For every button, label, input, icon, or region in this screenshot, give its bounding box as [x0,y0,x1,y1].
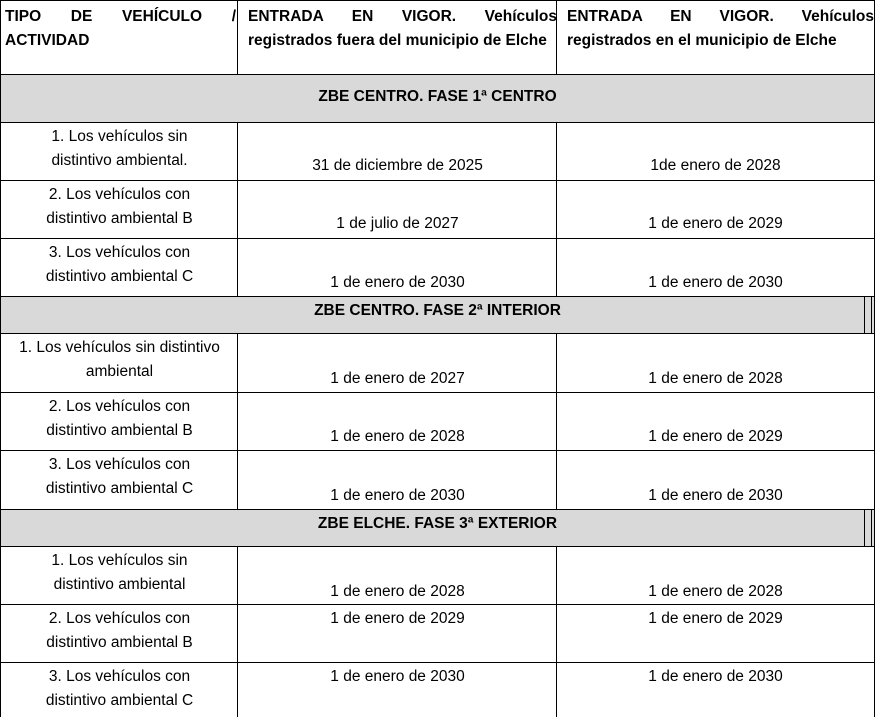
outside-date-cell [237,392,557,450]
vehicle-type-line2: distintivo ambiental C [45,480,194,497]
header-inside-line2: registrados en el municipio de Elche [567,32,837,49]
outside-date: 31 de diciembre de 2025 [312,157,483,174]
inside-date-cell [556,333,875,392]
inside-date: 1 de enero de 2030 [648,668,783,685]
vehicle-type-cell [0,662,238,717]
vehicle-type-line1: 2. Los vehículos con [48,610,191,627]
table-header-row [0,0,875,74]
phase-band [0,74,875,122]
inside-date-cell [556,238,875,296]
header-outside-line2: registrados fuera del municipio de Elche [248,32,547,49]
vehicle-type-cell [0,392,238,450]
outside-date-cell [237,333,557,392]
phase-title: ZBE CENTRO. FASE 2ª INTERIOR [314,302,561,319]
vehicle-type-cell [0,238,238,296]
phase-title: ZBE CENTRO. FASE 1ª CENTRO [318,88,557,105]
outside-date-cell [237,604,557,662]
vehicle-type-line1: 1. Los vehículos sin [51,552,188,569]
header-inside-line1: ENTRADA EN VIGOR. Vehículos [567,8,874,25]
outside-date-cell [237,662,557,717]
table-row [0,546,875,604]
vehicle-type-cell [0,180,238,238]
inside-date-cell [556,662,875,717]
outside-date: 1 de enero de 2027 [330,370,465,387]
vehicle-type-line2: distintivo ambiental [53,576,186,593]
outside-date-cell [237,180,557,238]
inside-date-cell [556,450,875,509]
vehicle-type-line1: 1. Los vehículos sin distintivo [19,339,220,356]
outside-date: 1 de enero de 2028 [330,583,465,600]
vehicle-type-cell [0,450,238,509]
phase-band [0,509,875,546]
vehicle-type-cell [0,604,238,662]
inside-date-cell [556,180,875,238]
vehicle-type-line2: distintivo ambiental C [45,692,194,709]
vehicle-type-cell [0,546,238,604]
table-row [0,238,875,296]
vehicle-type-line2: ambiental [85,363,154,380]
outside-date: 1 de enero de 2030 [330,668,465,685]
vehicle-type-line1: 3. Los vehículos con [48,244,191,261]
header-outside-municipality [237,0,557,74]
vehicle-type-line1: 3. Los vehículos con [48,456,191,473]
inside-date: 1 de enero de 2028 [648,583,783,600]
inside-date-cell [556,122,875,180]
outside-date-cell [237,450,557,509]
outside-date: 1 de enero de 2028 [330,428,465,445]
header-inside-municipality [556,0,875,74]
inside-date: 1 de enero de 2028 [648,370,783,387]
table-row [0,122,875,180]
header-vehicle-type-line2: ACTIVIDAD [5,32,90,49]
vehicle-type-line2: distintivo ambiental. [51,152,188,169]
outside-date: 1 de julio de 2027 [336,215,459,232]
inside-date: 1 de enero de 2030 [648,487,783,504]
inside-date: 1 de enero de 2029 [648,428,783,445]
vehicle-type-line1: 1. Los vehículos sin [51,128,188,145]
band-edge-mark [864,510,872,546]
table-row [0,662,875,717]
vehicle-type-cell [0,333,238,392]
outside-date-cell [237,238,557,296]
outside-date: 1 de enero de 2030 [330,274,465,291]
inside-date-cell [556,546,875,604]
inside-date: 1de enero de 2028 [650,157,781,174]
phase-band [0,296,875,333]
inside-date-cell [556,604,875,662]
vehicle-type-line1: 3. Los vehículos con [48,668,191,685]
table-row [0,180,875,238]
table-row [0,450,875,509]
inside-date: 1 de enero de 2030 [648,274,783,291]
vehicle-type-line2: distintivo ambiental B [46,210,193,227]
vehicle-type-line1: 2. Los vehículos con [48,186,191,203]
vehicle-type-line1: 2. Los vehículos con [48,398,191,415]
phase-title: ZBE ELCHE. FASE 3ª EXTERIOR [317,515,558,532]
inside-date: 1 de enero de 2029 [648,215,783,232]
inside-date-cell [556,392,875,450]
vehicle-type-line2: distintivo ambiental B [46,422,193,439]
table-row [0,333,875,392]
table-row [0,604,875,662]
header-vehicle-type [0,0,238,74]
header-outside-line1: ENTRADA EN VIGOR. Vehículos [248,8,557,25]
table-row [0,392,875,450]
vehicle-type-cell [0,122,238,180]
outside-date-cell [237,546,557,604]
header-vehicle-type-line1: TIPO DE VEHÍCULO / [5,8,236,25]
inside-date: 1 de enero de 2029 [648,610,783,627]
vehicle-type-line2: distintivo ambiental C [45,268,194,285]
outside-date: 1 de enero de 2030 [330,487,465,504]
band-edge-mark [864,297,872,333]
outside-date: 1 de enero de 2029 [330,610,465,627]
vehicle-type-line2: distintivo ambiental B [46,634,193,651]
outside-date-cell [237,122,557,180]
